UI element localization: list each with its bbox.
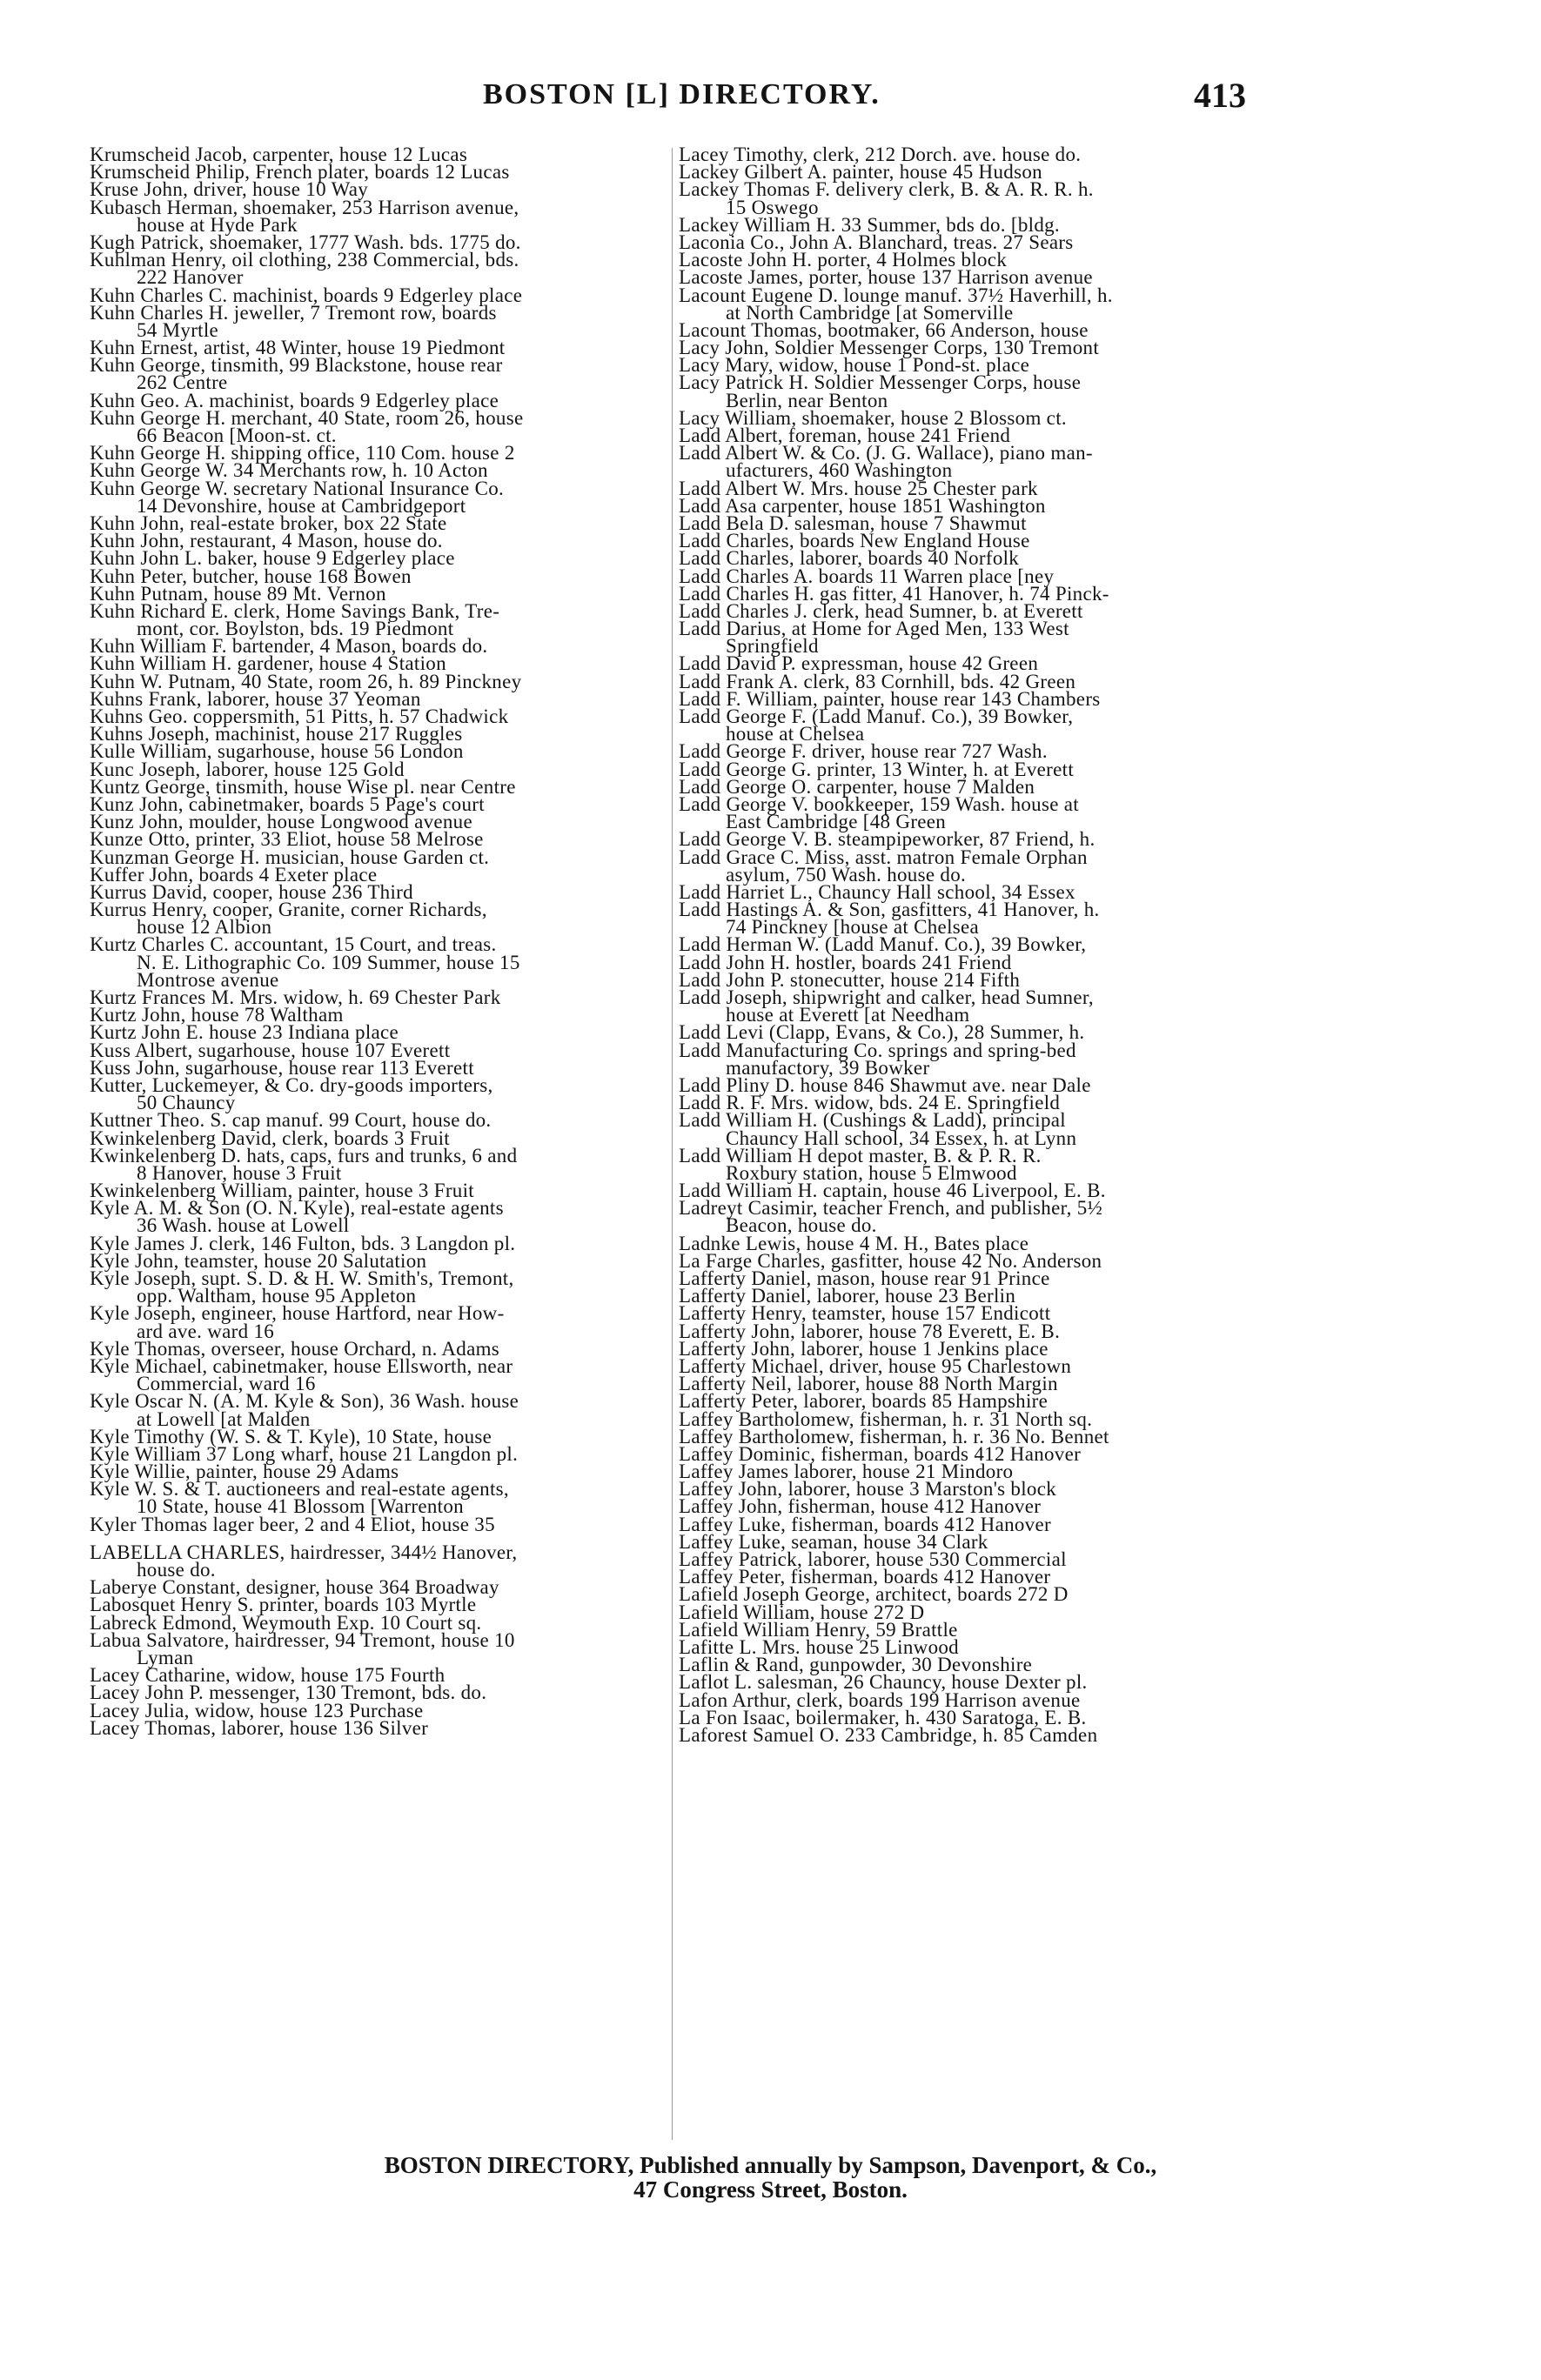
running-title: BOSTON [L] DIRECTORY.: [483, 78, 881, 110]
directory-entry-line: Lafferty Peter, laborer, boards 85 Hampshire: [679, 1390, 1049, 1413]
directory-entry-line: Kyle Joseph, engineer, house Hartford, near How-: [90, 1302, 505, 1325]
directory-entry-line: Lafield William Henry, 59 Brattle: [679, 1618, 958, 1641]
directory-entry-line: Ladd Pliny D. house 846 Shawmut ave. near Dale: [679, 1073, 1091, 1096]
directory-entry-line: Lacy John, Soldier Messenger Corps, 130 Tremont: [679, 337, 1100, 359]
directory-entry-line: house at Everett [at Needham: [726, 1004, 970, 1026]
directory-entry-line: Lyman: [137, 1646, 194, 1668]
directory-entry-line: Ladd David P. expressman, house 42 Green: [679, 652, 1039, 675]
directory-entry-line: Kuhn George H. merchant, 40 State, room 26, house: [90, 406, 524, 429]
directory-entry-line: manufactory, 39 Bowker: [726, 1056, 930, 1079]
directory-entry-line: Kuhns Geo. coppersmith, 51 Pitts, h. 57 Chadwick: [90, 705, 509, 727]
directory-entry-line: Ladd Joseph, shipwright and calker, head Sumner,: [679, 986, 1094, 1008]
directory-entry-line: Labua Salvatore, hairdresser, 94 Tremont, house 10: [90, 1628, 515, 1651]
directory-entry-line: Ladd Grace C. Miss, asst. matron Female Orphan: [679, 846, 1088, 868]
directory-entry-line: at Lowell [at Malden: [137, 1407, 311, 1430]
directory-entry-line: Kuhn George, tinsmith, 99 Blackstone, house rear: [90, 354, 503, 377]
directory-entry-line: Kyle A. M. & Son (O. N. Kyle), real-estate agents: [90, 1197, 504, 1220]
directory-entry-line: Kurtz John E. house 23 Indiana place: [90, 1021, 399, 1044]
directory-entry-line: Ladd John P. stonecutter, house 214 Fifth: [679, 968, 1021, 991]
directory-entry-line: Laffey Luke, fisherman, boards 412 Hanover: [679, 1513, 1051, 1535]
directory-entry-line: Laconia Co., John A. Blanchard, treas. 27 Sears: [679, 231, 1074, 253]
directory-entry-line: Lackey Gilbert A. painter, house 45 Hudson: [679, 161, 1042, 184]
directory-entry-line: Kyle James J. clerk, 146 Fulton, bds. 3 Langdon pl.: [90, 1232, 516, 1254]
directory-entry-line: Ladd George F. (Ladd Manuf. Co.), 39 Bowker,: [679, 705, 1074, 727]
directory-entry-line: Ladd R. F. Mrs. widow, bds. 24 E. Springfield: [679, 1092, 1061, 1114]
directory-entry-line: Kuhn John, real-estate broker, box 22 State: [90, 511, 447, 534]
directory-entry-line: Kuntz George, tinsmith, house Wise pl. near Centre: [90, 775, 516, 798]
directory-entry-line: Lacy William, shoemaker, house 2 Blossom ct.: [679, 406, 1067, 429]
directory-entry-line: Lacoste James, porter, house 137 Harrison avenue: [679, 266, 1093, 289]
directory-entry-line: Ladd Charles J. clerk, head Sumner, b. at Everett: [679, 599, 1083, 622]
directory-entry-line: Kyle Joseph, supt. S. D. & H. W. Smith's, Tremont,: [90, 1267, 514, 1289]
directory-entry-line: East Cambridge [48 Green: [726, 811, 947, 833]
directory-entry-line: Lafferty Daniel, mason, house rear 91 Prince: [679, 1267, 1050, 1289]
directory-entry-line: Lacey Julia, widow, house 123 Purchase: [90, 1699, 424, 1721]
publisher-footer: [0, 2153, 1541, 2202]
directory-entry-line: Lacey Thomas, laborer, house 136 Silver: [90, 1716, 429, 1739]
directory-entry-line: Kyle Thomas, overseer, house Orchard, n. Adams: [90, 1337, 500, 1360]
directory-entry-line: Lafon Arthur, clerk, boards 199 Harrison avenue: [679, 1688, 1081, 1711]
directory-entry-line: Berlin, near Benton: [726, 389, 888, 411]
directory-entry-line: Kugh Patrick, shoemaker, 1777 Wash. bds. 1775 do.: [90, 231, 521, 253]
directory-entry-line: asylum, 750 Wash. house do.: [726, 863, 967, 886]
directory-entry-line: Ladd Charles A. boards 11 Warren place [ney: [679, 565, 1055, 587]
directory-entry-line: house at Chelsea: [726, 723, 865, 745]
directory-entry-line: Kuhn William F. bartender, 4 Mason, boards do.: [90, 635, 488, 658]
directory-entry-line: Laffey Patrick, laborer, house 530 Commercial: [679, 1548, 1067, 1570]
directory-entry-line: Kurtz John, house 78 Waltham: [90, 1004, 344, 1026]
column-divider: [672, 148, 673, 2140]
directory-entry-line: Lacy Mary, widow, house 1 Pond-st. place: [679, 354, 1030, 377]
directory-entry-line: Kuttner Theo. S. cap manuf. 99 Court, house do.: [90, 1109, 492, 1132]
directory-entry-line: Labosquet Henry S. printer, boards 103 Myrtle: [90, 1594, 477, 1616]
directory-entry-line: Kruse John, driver, house 10 Way: [90, 178, 369, 201]
directory-entry-line: mont, cor. Boylston, bds. 19 Piedmont: [137, 618, 454, 640]
directory-entry-line: Ladd Darius, at Home for Aged Men, 133 West: [679, 618, 1069, 640]
directory-entry-line: Ladd William H. (Cushings & Ladd), principal: [679, 1109, 1066, 1132]
directory-entry-line: Ladnke Lewis, house 4 M. H., Bates place: [679, 1232, 1029, 1254]
directory-entry-line: house 12 Albion: [137, 916, 272, 939]
directory-entry-line: opp. Waltham, house 95 Appleton: [137, 1285, 417, 1307]
directory-entry-line: Lacy Patrick H. Soldier Messenger Corps, house: [679, 371, 1082, 394]
directory-entry-line: Laffey Bartholomew, fisherman, h. r. 31 North sq.: [679, 1407, 1093, 1430]
directory-entry-line: Kuhns Joseph, machinist, house 217 Ruggles: [90, 723, 463, 745]
directory-entry-line: house at Hyde Park: [137, 213, 298, 236]
directory-entry-line: Lafferty John, laborer, house 78 Everett, E. B.: [679, 1320, 1061, 1342]
directory-entry-line: Kunz John, moulder, house Longwood avenue: [90, 811, 472, 833]
directory-entry-line: Laffey James laborer, house 21 Mindoro: [679, 1461, 1014, 1483]
directory-entry-line: Lafitte L. Mrs. house 25 Linwood: [679, 1635, 959, 1658]
directory-entry-line: Kyler Thomas lager beer, 2 and 4 Eliot, house 35: [90, 1513, 495, 1535]
directory-entry-line: 15 Oswego: [726, 196, 819, 218]
directory-entry-line: 262 Centre: [137, 371, 228, 394]
directory-entry-line: 74 Pinckney [house at Chelsea: [726, 916, 980, 939]
directory-entry-line: Kyle W. S. & T. auctioneers and real-estate agents,: [90, 1478, 509, 1501]
directory-entry-line: Ladd Asa carpenter, house 1851 Washington: [679, 494, 1046, 517]
directory-entry-line: Lafferty Daniel, laborer, house 23 Berlin: [679, 1285, 1016, 1307]
directory-entry-line: Ladd Bela D. salesman, house 7 Shawmut: [679, 511, 1027, 534]
directory-entry-line: N. E. Lithographic Co. 109 Summer, house 15: [137, 951, 520, 973]
directory-entry-line: ard ave. ward 16: [137, 1320, 275, 1342]
directory-entry-line: Lacey Timothy, clerk, 212 Dorch. ave. house do.: [679, 144, 1082, 165]
directory-entry-line: Kulle William, sugarhouse, house 56 London: [90, 740, 464, 763]
directory-entry-line: Beacon, house do.: [726, 1214, 877, 1237]
directory-entry-line: Ladd Albert W. Mrs. house 25 Chester park: [679, 477, 1038, 499]
directory-entry-line: ufacturers, 460 Washington: [726, 459, 953, 482]
directory-entry-line: house do.: [137, 1559, 216, 1581]
directory-entry-line: Kyle William 37 Long wharf, house 21 Langdon pl.: [90, 1442, 519, 1465]
directory-entry-line: Ladd Hastings A. & Son, gasfitters, 41 Hanover, h.: [679, 899, 1100, 921]
directory-entry-line: Ladd George V. B. steampipeworker, 87 Friend, h.: [679, 828, 1095, 851]
directory-entry-line: Kuhn Putnam, house 89 Mt. Vernon: [90, 582, 386, 605]
directory-entry-line: Ladd George F. driver, house rear 727 Wash.: [679, 740, 1048, 763]
directory-entry-line: 54 Myrtle: [137, 318, 219, 341]
directory-entry-line: Kuhn Ernest, artist, 48 Winter, house 19 Piedmont: [90, 337, 506, 359]
directory-entry-line: Kuffer John, boards 4 Exeter place: [90, 863, 378, 886]
directory-entry-line: Laffey John, laborer, house 3 Marston's block: [679, 1478, 1057, 1501]
directory-entry-line: Kuhn Charles H. jeweller, 7 Tremont row, boards: [90, 301, 497, 324]
directory-entry-line: 10 State, house 41 Blossom [Warrenton: [137, 1495, 464, 1518]
directory-entry-line: Lackey Thomas F. delivery clerk, B. & A. R. R. h.: [679, 178, 1094, 201]
directory-entry-line: La Farge Charles, gasfitter, house 42 No. Anderson: [679, 1249, 1102, 1272]
directory-entry-line: Kuss Albert, sugarhouse, house 107 Everett: [90, 1039, 451, 1061]
directory-entry-line: Lafferty John, laborer, house 1 Jenkins place: [679, 1337, 1049, 1360]
directory-entry-line: Laforest Samuel O. 233 Cambridge, h. 85 Camden: [679, 1723, 1098, 1746]
directory-entry-line: Springfield: [726, 635, 819, 658]
directory-entry-line: La Fon Isaac, boilermaker, h. 430 Saratoga, E. B.: [679, 1706, 1087, 1728]
directory-entry-line: Kunzman George H. musician, house Garden ct.: [90, 846, 490, 868]
directory-entry-line: Ladreyt Casimir, teacher French, and publisher, 5½: [679, 1197, 1103, 1220]
directory-entry-line: Lafferty Neil, laborer, house 88 North Margin: [679, 1373, 1058, 1395]
directory-entry-line: Chauncy Hall school, 34 Essex, h. at Lynn: [726, 1126, 1077, 1149]
directory-entry-line: Ladd George G. printer, 13 Winter, h. at Everett: [679, 758, 1075, 780]
directory-entry-line: Ladd Charles, boards New England House: [679, 530, 1030, 552]
directory-entry-line: Ladd William H. captain, house 46 Liverpool, E. B.: [679, 1180, 1106, 1202]
directory-entry-line: Kuhn W. Putnam, 40 State, room 26, h. 89 Pinckney: [90, 670, 522, 692]
directory-entry-line: Lacount Thomas, bootmaker, 66 Anderson, house: [679, 318, 1089, 341]
directory-entry-line: 50 Chauncy: [137, 1092, 236, 1114]
directory-entry-line: Kuhn George W. 34 Merchants row, h. 10 Acton: [90, 459, 488, 482]
directory-entry-line: Laberye Constant, designer, house 364 Broadway: [90, 1576, 499, 1599]
directory-entry-line: Kuhn John, restaurant, 4 Mason, house do.: [90, 530, 443, 552]
directory-entry-line: Kuhn Richard E. clerk, Home Savings Bank, Tre-: [90, 599, 500, 622]
directory-entry-line: Laflot L. salesman, 26 Chauncy, house Dexter pl.: [679, 1671, 1088, 1694]
right-column: [679, 146, 1260, 1744]
directory-entry-line: Roxbury station, house 5 Elmwood: [726, 1161, 1017, 1184]
footer-line-2: 47 Congress Street, Boston.: [633, 2176, 908, 2203]
directory-entry-line: Lafield William, house 272 D: [679, 1601, 925, 1623]
directory-entry-line: Ladd Albert W. & Co. (J. G. Wallace), piano man-: [679, 442, 1093, 465]
directory-entry-line: Kyle John, teamster, house 20 Salutation: [90, 1249, 427, 1272]
directory-entry-line: Kuhn George H. shipping office, 110 Com. house 2: [90, 442, 515, 465]
directory-entry-line: Lacoste John H. porter, 4 Holmes block: [679, 249, 1008, 271]
directory-entry-line: Kunz John, cabinetmaker, boards 5 Page's court: [90, 792, 485, 815]
directory-entry-line: Kuhn Charles C. machinist, boards 9 Edgerley place: [90, 284, 523, 306]
directory-entry-line: Lacey Catharine, widow, house 175 Fourth: [90, 1664, 446, 1687]
directory-entry-line: at North Cambridge [at Somerville: [726, 301, 1014, 324]
directory-entry-line: 36 Wash. house at Lowell: [137, 1214, 350, 1237]
directory-entry-line: Kuhns Frank, laborer, house 37 Yeoman: [90, 687, 421, 710]
directory-entry-line: Kutter, Luckemeyer, & Co. dry-goods importers,: [90, 1073, 493, 1096]
directory-entry-line: Ladd Herman W. (Ladd Manuf. Co.), 39 Bowker,: [679, 933, 1087, 956]
directory-entry-line: Kwinkelenberg William, painter, house 3 Fruit: [90, 1180, 474, 1202]
directory-entry-line: Kyle Willie, painter, house 29 Adams: [90, 1461, 399, 1483]
directory-entry-line: Laffey Luke, seaman, house 34 Clark: [679, 1530, 988, 1553]
directory-entry-line: Kurrus David, cooper, house 236 Third: [90, 880, 413, 903]
directory-entry-line: Kurtz Charles C. accountant, 15 Court, and treas.: [90, 933, 497, 956]
directory-entry-line: Ladd Charles, laborer, boards 40 Norfolk: [679, 547, 1020, 570]
directory-entry-line: Laffey Dominic, fisherman, boards 412 Hanover: [679, 1442, 1082, 1465]
left-column: [90, 146, 660, 1737]
directory-entry-line: 66 Beacon [Moon-st. ct.: [137, 425, 337, 446]
directory-entry-line: Ladd Manufacturing Co. springs and spring-bed: [679, 1039, 1076, 1061]
directory-entry-line: Kyle Oscar N. (A. M. Kyle & Son), 36 Wash. house: [90, 1390, 519, 1413]
directory-entry-line: Ladd F. William, painter, house rear 143 Chambers: [679, 687, 1101, 710]
directory-entry-line: 8 Hanover, house 3 Fruit: [137, 1161, 342, 1184]
directory-entry-line: Ladd William H depot master, B. & P. R. R.: [679, 1144, 1042, 1167]
page-number: 413: [1194, 76, 1246, 115]
directory-entry-line: Krumscheid Philip, French plater, boards 12 Lucas: [90, 161, 510, 184]
directory-entry-line: Kyle Michael, cabinetmaker, house Ellsworth, near: [90, 1354, 513, 1377]
page-header: [0, 78, 1541, 127]
directory-entry-line: Krumscheid Jacob, carpenter, house 12 Lucas: [90, 144, 468, 165]
directory-entry-line: Lafield Joseph George, architect, boards 272 D: [679, 1583, 1069, 1606]
directory-entry-line: 14 Devonshire, house at Cambridgeport: [137, 494, 466, 517]
directory-entry-line: Kunze Otto, printer, 33 Eliot, house 58 Melrose: [90, 828, 484, 851]
directory-entry-line: Kuhlman Henry, oil clothing, 238 Commercial, bds.: [90, 249, 519, 271]
directory-entry-line: Kurtz Frances M. Mrs. widow, h. 69 Chester Park: [90, 986, 501, 1008]
directory-entry-line: Kuhn John L. baker, house 9 Edgerley place: [90, 547, 455, 570]
directory-entry-line: Laflin & Rand, gunpowder, 30 Devonshire: [679, 1654, 1033, 1676]
directory-entry-line: Lackey William H. 33 Summer, bds do. [bldg.: [679, 213, 1060, 236]
directory-entry-line: Kyle Timothy (W. S. & T. Kyle), 10 State, house: [90, 1425, 492, 1447]
directory-entry-line: Kuss John, sugarhouse, house rear 113 Everett: [90, 1056, 474, 1079]
directory-entry-line: Ladd George O. carpenter, house 7 Malden: [679, 775, 1035, 798]
directory-entry-line: Lafferty Michael, driver, house 95 Charlestown: [679, 1354, 1072, 1377]
directory-entry-line: Lacey John P. messenger, 130 Tremont, bds. do.: [90, 1681, 487, 1704]
directory-entry-line: 222 Hanover: [137, 266, 244, 289]
directory-entry-line: Ladd Charles H. gas fitter, 41 Hanover, h. 74 Pinck-: [679, 582, 1109, 605]
directory-entry-line: Lafferty Henry, teamster, house 157 Endicott: [679, 1302, 1051, 1325]
directory-entry-line: Ladd Levi (Clapp, Evans, & Co.), 28 Summer, h.: [679, 1021, 1085, 1044]
directory-entry-line: Labreck Edmond, Weymouth Exp. 10 Court sq.: [90, 1611, 482, 1634]
directory-entry-line: Commercial, ward 16: [137, 1373, 316, 1395]
directory-entry-line: Kuhn William H. gardener, house 4 Station: [90, 652, 446, 675]
directory-entry-line: Ladd Harriet L., Chauncy Hall school, 34 Essex: [679, 880, 1075, 903]
directory-entry-line: Kuhn Geo. A. machinist, boards 9 Edgerley place: [90, 389, 499, 411]
footer-line-1: BOSTON DIRECTORY, Published annually by Sampson, Davenport, & Co.,: [384, 2152, 1157, 2178]
directory-entry-line: Ladd George V. bookkeeper, 159 Wash. house at: [679, 792, 1079, 815]
directory-entry-line: Kubasch Herman, shoemaker, 253 Harrison avenue,: [90, 196, 519, 218]
directory-entry-line: Laffey John, fisherman, house 412 Hanover: [679, 1495, 1042, 1518]
directory-entry-line: Kuhn George W. secretary National Insurance Co.: [90, 477, 505, 499]
directory-entry-line: Kuhn Peter, butcher, house 168 Bowen: [90, 565, 412, 587]
directory-entry-line: Kunc Joseph, laborer, house 125 Gold: [90, 758, 405, 780]
directory-entry-line: Montrose avenue: [137, 968, 279, 991]
directory-entry-line: Ladd Frank A. clerk, 83 Cornhill, bds. 42 Green: [679, 670, 1076, 692]
directory-entry-line: Ladd John H. hostler, boards 241 Friend: [679, 951, 1012, 973]
directory-entry-line: Laffey Bartholomew, fisherman, h. r. 36 No. Bennet: [679, 1425, 1109, 1447]
directory-entry-line: Laffey Peter, fisherman, boards 412 Hanover: [679, 1566, 1051, 1588]
directory-entry-line: Kwinkelenberg D. hats, caps, furs and trunks, 6 and: [90, 1144, 518, 1167]
directory-entry-line: Ladd Albert, foreman, house 241 Friend: [679, 425, 1011, 446]
directory-entry-line: Kwinkelenberg David, clerk, boards 3 Fruit: [90, 1126, 450, 1149]
directory-entry-line: Lacount Eugene D. lounge manuf. 37½ Haverhill, h.: [679, 284, 1113, 306]
directory-entry-line: Kurrus Henry, cooper, Granite, corner Richards,: [90, 899, 487, 921]
directory-entry-line: LABELLA CHARLES, hairdresser, 344½ Hanover,: [90, 1541, 518, 1563]
